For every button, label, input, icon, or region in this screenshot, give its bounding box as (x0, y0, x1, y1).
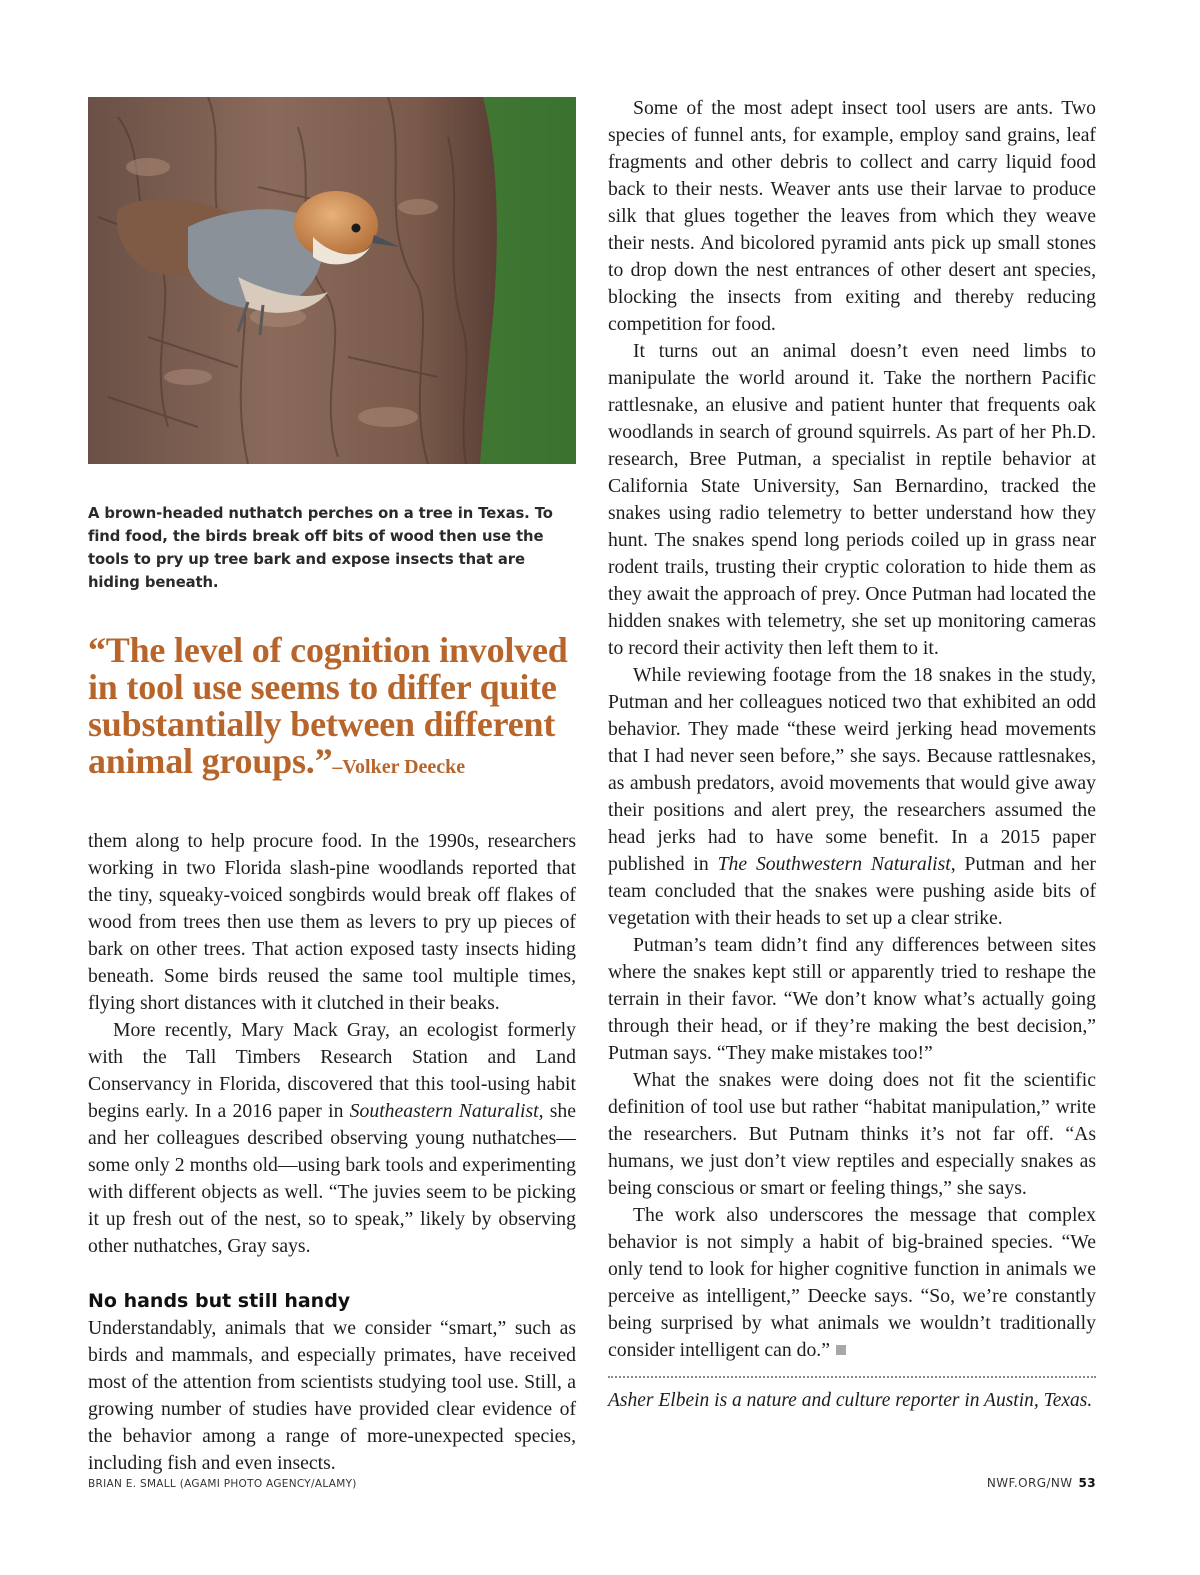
paragraph: Understandably, animals that we consider “smart,” such as birds and mammals, and especially primates, have received most of the attention from scientists studying tool use. Still, a growing number of studies have provided clear evidence of the behavior among a range of more-unexpected species, including fish and even insects. (88, 1317, 576, 1474)
nuthatch-photo (88, 97, 576, 464)
photo-caption: A brown-headed nuthatch perches on a tree in Texas. To find food, the birds break off bits of wood then use the tools to pry up tree bark and expose insects that are hiding beneath. (88, 505, 553, 591)
site-url: NWF.ORG/NW (986, 1476, 1073, 1490)
divider (608, 1376, 1096, 1378)
page-footer (987, 1476, 1096, 1490)
paragraph: them along to help procure food. In the 1990s, researchers working in two Florida slash-pine woodlands reported that the tiny, squeaky-voiced songbirds would break off flakes of wood from trees then use them as levers to pry up pieces of bark on other trees. That action exposed tasty insects hiding beneath. Some birds reused the same tool multiple times, flying short distances with it clutched in their beaks. (88, 830, 576, 1014)
photo-credit: BRIAN E. SMALL (AGAMI PHOTO AGENCY/ALAMY) (88, 1478, 357, 1490)
pull-quote-attribution: –Volker Deecke (332, 756, 466, 778)
left-column (88, 97, 576, 1477)
left-body-text (88, 828, 576, 1477)
author-bio: Asher Elbein is a nature and culture reporter in Austin, Texas. (608, 1390, 1093, 1411)
pull-quote-text: “The level of cognition involved in tool use seems to differ quite substantially between different animal groups.” (88, 630, 568, 781)
paragraph: It turns out an animal doesn’t even need limbs to manipulate the world around it. Take the northern Pacific rattlesnake, an elusive and patient hunter that frequents oak woodlands in search of ground squirrels. As part of her Ph.D. research, Bree Putman, a specialist in reptile behavior at California State University, San Bernardino, tracked the snakes using radio telemetry to better understand how they hunt. The snakes spend long periods coiled up in grass near rodent trails, trusting their cryptic coloration to hide them as they await the approach of prey. Once Putman had located the hidden snakes with telemetry, she set up monitoring cameras to record their activity then left them to it. (608, 340, 1096, 659)
section-subhead: No hands but still handy (88, 1290, 351, 1312)
pull-quote (88, 632, 576, 786)
paragraph: What the snakes were doing does not fit the scientific definition of tool use but rather “habitat manipulation,” write the researchers. But Putnam thinks it’s not far off. “As humans, we just don’t view reptiles and especially snakes as being conscious or smart or feeling things,” she says. (608, 1069, 1096, 1199)
journal-title: The Southwestern Naturalist (717, 853, 951, 875)
paragraph: Some of the most adept insect tool users are ants. Two species of funnel ants, for example, employ sand grains, leaf fragments and other debris to collect and carry liquid food back to their nests. Weaver ants use their larvae to produce silk that glues together the leaves from which they weave their nests. And bicolored pyramid ants pick up small stones to drop down the nest entrances of other desert ant species, blocking the insects from exiting and thereby reducing competition for food. (608, 97, 1096, 335)
paragraph: The work also underscores the message that complex behavior is not simply a habit of big-brained species. “We only tend to look for higher cognitive function in animals we perceive as intelligent,” Deecke says. “So, we’re constantly being surprised by what animals we wouldn’t traditionally consider intelligent can do.” (608, 1204, 1096, 1361)
journal-title: Southeastern Naturalist (349, 1100, 539, 1122)
right-column (608, 95, 1096, 1414)
paragraph: Putman’s team didn’t find any differences between sites where the snakes kept still or apparently tried to reshape the terrain in their favor. “We don’t know what’s actually going through their head, or if they’re making the best decision,” Putman says. “They make mistakes too!” (608, 934, 1096, 1064)
paragraph: More recently, Mary Mack Gray, an ecologist formerly with the Tall Timbers Research Station and Land Conservancy in Florida, discovered that this tool-using habit begins early. In a 2016 paper in Southeastern Naturalist, she and her colleagues described observing young nuthatches—some only 2 months old—using bark tools and experimenting with different objects as well. “The juvies seem to be picking it up fresh out of the nest, so to speak,” likely by observing other nuthatches, Gray says. (88, 1019, 577, 1257)
right-body-text (608, 95, 1096, 1364)
paragraph: While reviewing footage from the 18 snakes in the study, Putman and her colleagues noticed two that exhibited an odd behavior. They made “these weird jerking head movements that I had never seen before,” she says. Because rattlesnakes, as ambush predators, avoid movements that would give away their positions and alert prey, the researchers assumed the head jerks had to have some benefit. In a 2015 paper published in The Southwestern Naturalist, Putman and her team concluded that the snakes were pushing aside bits of vegetation with their heads to set up a clear strike. (608, 664, 1096, 929)
page-number: 53 (1078, 1476, 1096, 1490)
end-mark-icon (836, 1345, 846, 1355)
